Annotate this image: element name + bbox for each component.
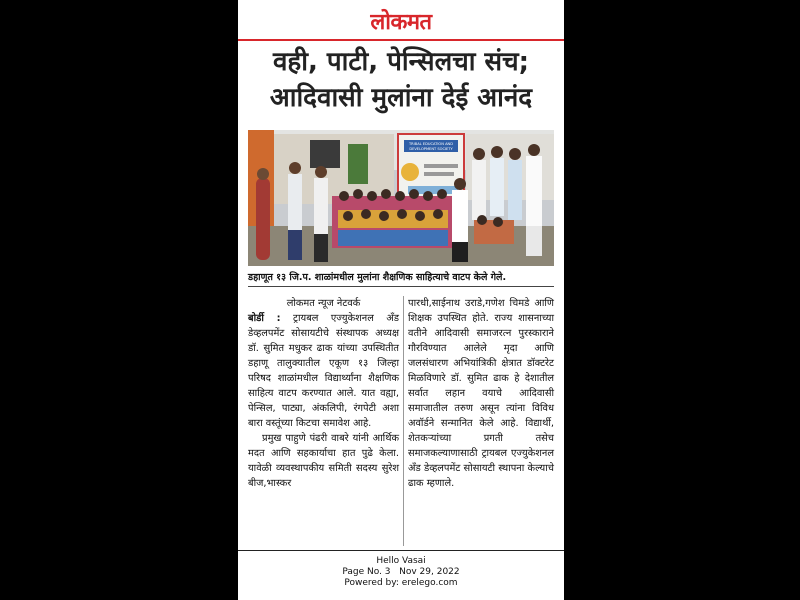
headline xyxy=(238,44,564,116)
photo-caption: डहाणूत १३ जि.प. शाळांमधील मुलांना शैक्षणिक साहित्याचे वाटप केले गेले. xyxy=(248,272,507,283)
column-divider xyxy=(403,296,404,546)
page-info xyxy=(238,567,564,578)
page-number: Page No. 3 xyxy=(342,567,391,577)
banner-text-1: TRIBAL EDUCATION AND xyxy=(408,142,454,146)
banner-text-2: DEVELOPMENT SOCIETY xyxy=(409,147,453,151)
newspaper-clipping xyxy=(238,0,564,600)
masthead xyxy=(238,6,564,36)
dateline: बोर्डी : xyxy=(248,313,281,324)
headline-line-2: आदिवासी मुलांना देई आनंद xyxy=(269,83,533,113)
paragraph-2: प्रमुख पाहुणे पंढरी वाबरे यांनी आर्थिक मदत आणि सहकार्याचा हात पुढे केला. यावेळी व्यवस्थापकीय समिती सदस्य सुरेश बीज,भास्कर xyxy=(248,433,399,489)
article-column-1 xyxy=(248,296,399,491)
byline: लोकमत न्यूज नेटवर्क xyxy=(286,298,361,309)
publish-date: Nov 29, 2022 xyxy=(399,567,460,577)
headline-line-1: वही, पाटी, पेन्सिलचा संच; xyxy=(272,47,530,77)
caption-divider xyxy=(248,286,554,287)
paragraph-1 xyxy=(248,311,399,431)
lokmat-logo: लोकमत xyxy=(370,9,432,35)
powered-by: Powered by: erelego.com xyxy=(344,578,458,588)
paragraph-1-text: ट्रायबल एज्युकेशनल अँड डेव्हलपमेंट सोसायटीचे संस्थापक अध्यक्ष डॉ. सुमित मधुकर ढाक यांच्या उपस्थितीत डहाणू तालुक्यातील एकूण १३ जिल्हा परिषद शाळांमधील विद्यार्थ्यांना शैक्षणिक साहित्य वाटप करण्यात आले. यात वह्या, पेन्सिल, पाट्या, अंकलिपी, रंगपेटी अशा बारा वस्तूंच्या किटचा समावेश आहे. xyxy=(248,313,399,429)
publication-name: Hello Vasai xyxy=(376,556,426,566)
footer xyxy=(238,556,564,589)
masthead-divider xyxy=(238,39,564,41)
footer-divider xyxy=(238,550,564,551)
school-event-photo xyxy=(248,130,554,266)
news-photo xyxy=(248,130,554,266)
article-column-2 xyxy=(408,296,554,491)
paragraph-3: पारधी,साईनाथ उराडे,गणेश चिमडे आणि शिक्षक उपस्थित होते. राज्य शासनाच्या वतीने आदिवासी समाजरत्न पुरस्काराने गौरविण्यात आलेले मृदा आणि जलसंधारण अभियांत्रिकी क्षेत्रात डॉक्टरेट मिळविणारे डॉ. सुमित ढाक हे देशातील सर्वात लहान वयाचे आदिवासी समाजातील तरुण असून त्यांना विविध अवॉर्डने सन्मानित केले आहे. विद्यार्थी, शेतकऱ्यांच्या प्रगती तसेच समाजकल्याणासाठी ट्रायबल एज्युकेशनल अँड डेव्हलपमेंट सोसायटी स्थापना केल्याचे ढाक म्हणाले. xyxy=(408,298,554,489)
